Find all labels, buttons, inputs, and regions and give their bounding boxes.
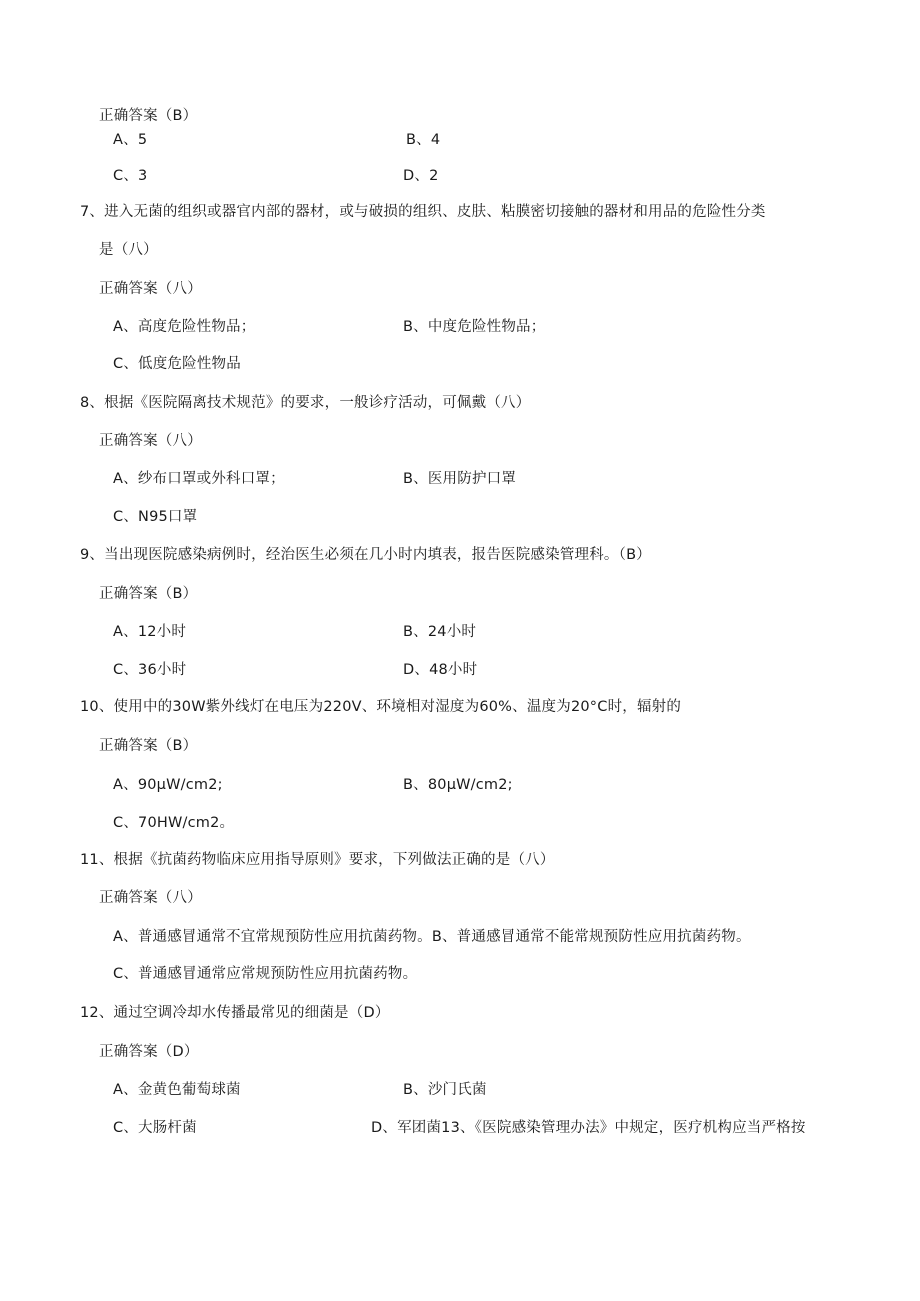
- q12-answer: 正确答案（D）: [99, 1044, 199, 1060]
- q10-option-c: C、70HW/cm2。: [113, 815, 235, 831]
- q12-option-c: C、大肠杆菌: [113, 1120, 197, 1136]
- q11-option-ab: A、普通感冒通常不宜常规预防性应用抗菌药物。B、普通感冒通常不能常规预防性应用抗菌药物。: [113, 929, 751, 945]
- q11-question: 11、根据《抗菌药物临床应用指导原则》要求，下列做法正确的是（八）: [80, 852, 555, 868]
- q7-question-line1: 7、进入无菌的组织或器官内部的器材，或与破损的组织、皮肤、粘膜密切接触的器材和用品的危险性分类: [80, 204, 766, 220]
- q8-question: 8、根据《医院隔离技术规范》的要求，一般诊疗活动，可佩戴（八）: [80, 395, 531, 411]
- q6-answer: 正确答案（B）: [99, 108, 198, 124]
- q11-answer: 正确答案（八）: [99, 890, 202, 906]
- q7-option-b: B、中度危险性物品；: [403, 319, 546, 335]
- q10-question: 10、使用中的30W紫外线灯在电压为220V、环境相对湿度为60%、温度为20°C时，辐射的: [80, 699, 682, 715]
- q12-option-d-q13-start: D、军团菌13、《医院感染管理办法》中规定，医疗机构应当严格按: [371, 1120, 806, 1136]
- q12-option-b: B、沙门氏菌: [403, 1082, 487, 1098]
- q9-option-b: B、24小时: [403, 624, 477, 640]
- q9-answer: 正确答案（B）: [99, 586, 198, 602]
- q12-question: 12、通过空调冷却水传播最常见的细菌是（D）: [80, 1005, 390, 1021]
- q9-question: 9、当出现医院感染病例时，经治医生必须在几小时内填表，报告医院感染管理科。（B）: [80, 547, 651, 563]
- q6-option-c: C、3: [113, 168, 148, 184]
- q6-option-d: D、2: [403, 168, 439, 184]
- q7-question-line2: 是（八）: [99, 242, 158, 258]
- q7-option-c: C、低度危险性物品: [113, 356, 241, 372]
- q6-option-a: A、5: [113, 132, 148, 148]
- q11-option-c: C、普通感冒通常应常规预防性应用抗菌药物。: [113, 966, 418, 982]
- q10-option-b: B、80μW/cm2;: [403, 777, 513, 793]
- q12-option-a: A、金黄色葡萄球菌: [113, 1082, 241, 1098]
- q9-option-a: A、12小时: [113, 624, 187, 640]
- q8-option-a: A、纱布口罩或外科口罩；: [113, 471, 285, 487]
- q8-option-b: B、医用防护口罩: [403, 471, 517, 487]
- q9-option-d: D、48小时: [403, 662, 478, 678]
- q10-answer: 正确答案（B）: [99, 738, 198, 754]
- q10-option-a: A、90μW/cm2;: [113, 777, 223, 793]
- q7-answer: 正确答案（八）: [99, 281, 202, 297]
- q9-option-c: C、36小时: [113, 662, 187, 678]
- q6-option-b: B、4: [406, 132, 441, 148]
- q8-option-c: C、N95口罩: [113, 509, 198, 525]
- q8-answer: 正确答案（八）: [99, 433, 202, 449]
- q7-option-a: A、高度危险性物品；: [113, 319, 256, 335]
